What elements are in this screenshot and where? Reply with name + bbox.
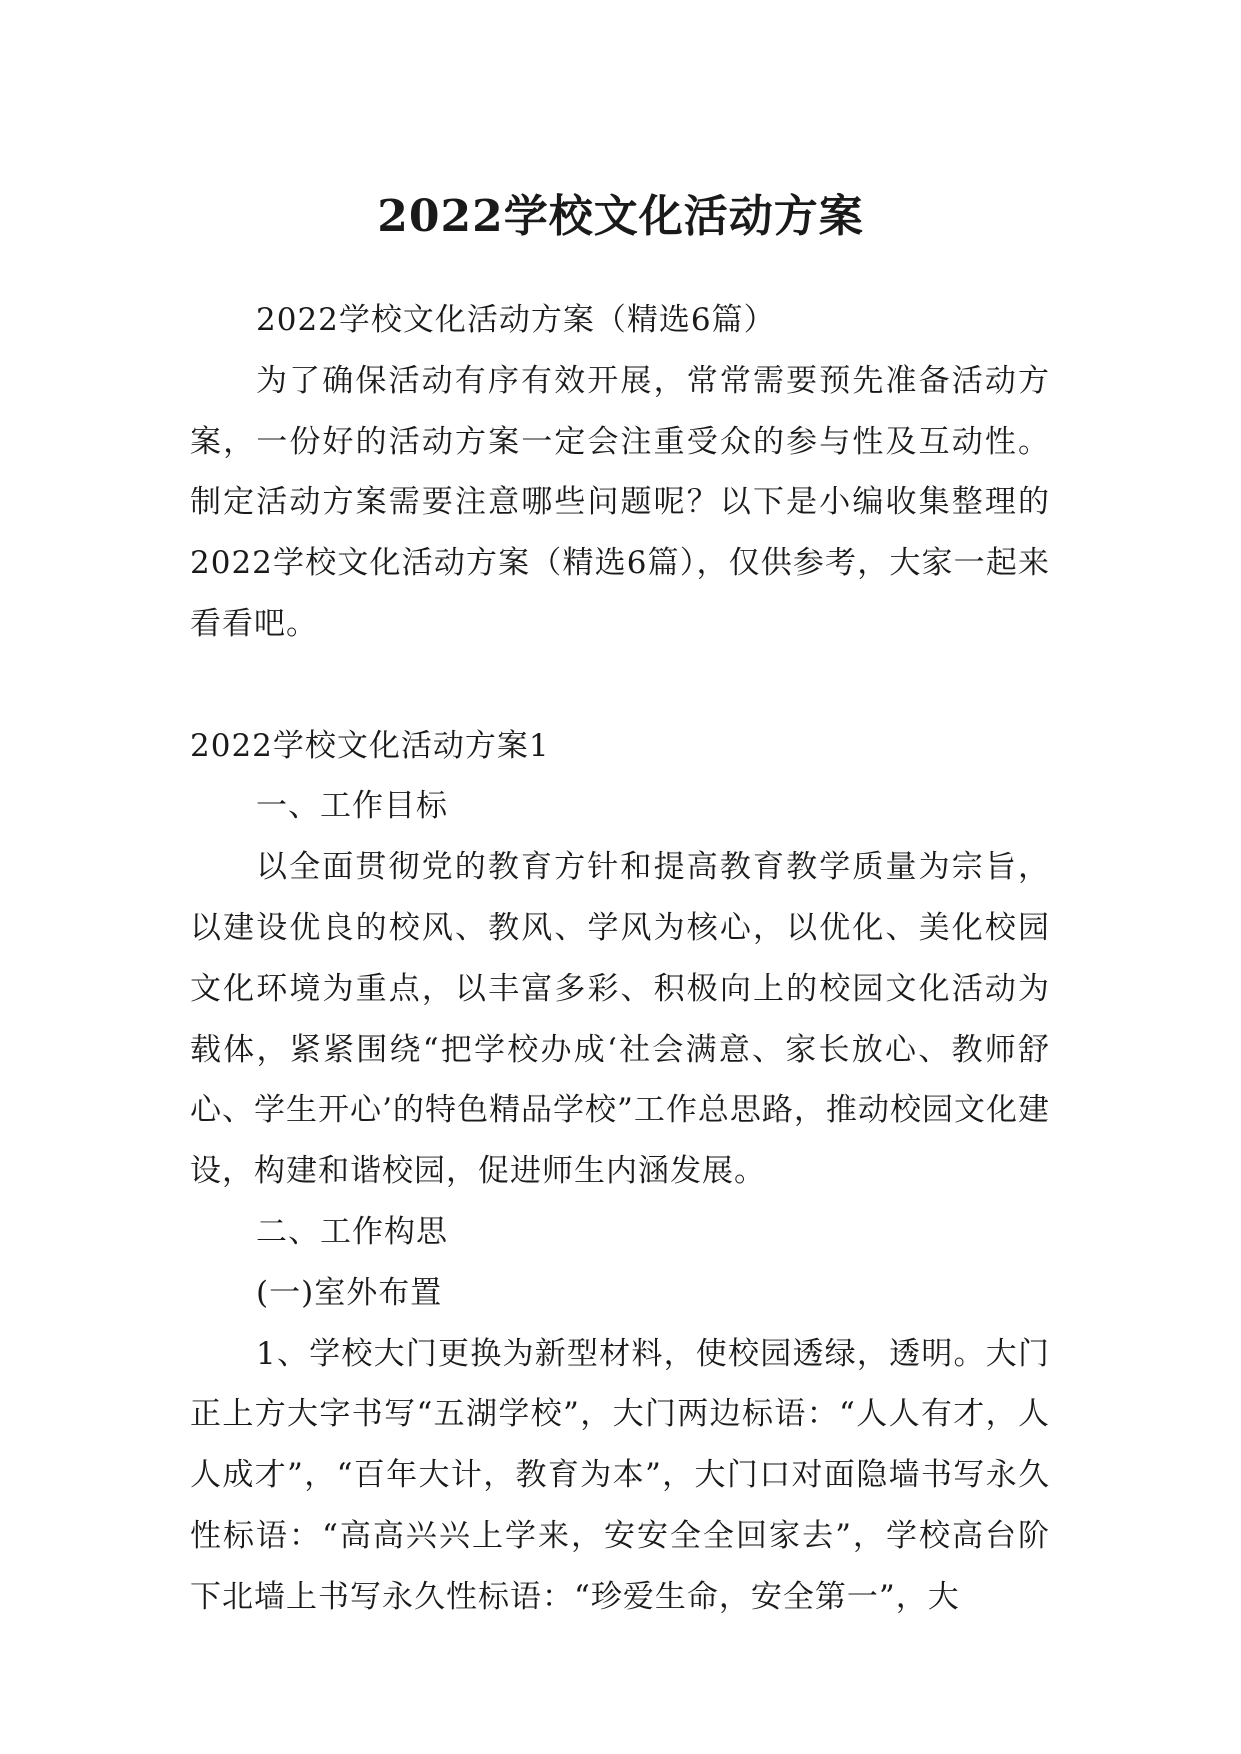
intro-paragraph: 为了确保活动有序有效开展，常常需要预先准备活动方案，一份好的活动方案一定会注重受众的参与性及互动性。制定活动方案需要注意哪些问题呢？以下是小编收集整理的2022学校文化活动方案（精选6篇），仅供参考，大家一起来看看吧。 [190, 362, 1050, 642]
document-title: 2022学校文化活动方案 [377, 191, 864, 243]
heading-work-ideas: 二、工作构思 [256, 1213, 448, 1250]
goals-paragraph: 以全面贯彻党的教育方针和提高教育教学质量为宗旨，以建设优良的校风、教风、学风为核心，以优化、美化校园文化环境为重点，以丰富多彩、积极向上的校园文化活动为载体，紧紧围绕“把学校办成‘社会满意、家长放心、教师舒心、学生开心’的特色精品学校”工作总思路，推动校园文化建设，构建和谐校园，促进师生内涵发展。 [190, 849, 1050, 1190]
outdoor-paragraph: 1、学校大门更换为新型材料，使校园透绿，透明。大门正上方大字书写“五湖学校”，大门两边标语：“人人有才，人人成才”，“百年大计，教育为本”，大门口对面隐墙书写永久性标语：“高高兴兴上学来，安安全全回家去”，学校高台阶下北墙上书写永久性标语：“珍爱生命，安全第一”，大 [190, 1335, 1050, 1615]
paragraph-gap [190, 655, 1050, 716]
document-body [190, 290, 1050, 1628]
section-heading: 2022学校文化活动方案1 [190, 727, 550, 764]
heading-outdoor-layout: (一)室外布置 [256, 1274, 443, 1311]
heading-work-goals: 一、工作目标 [256, 788, 448, 825]
subtitle-paragraph: 2022学校文化活动方案（精选6篇） [256, 302, 776, 338]
